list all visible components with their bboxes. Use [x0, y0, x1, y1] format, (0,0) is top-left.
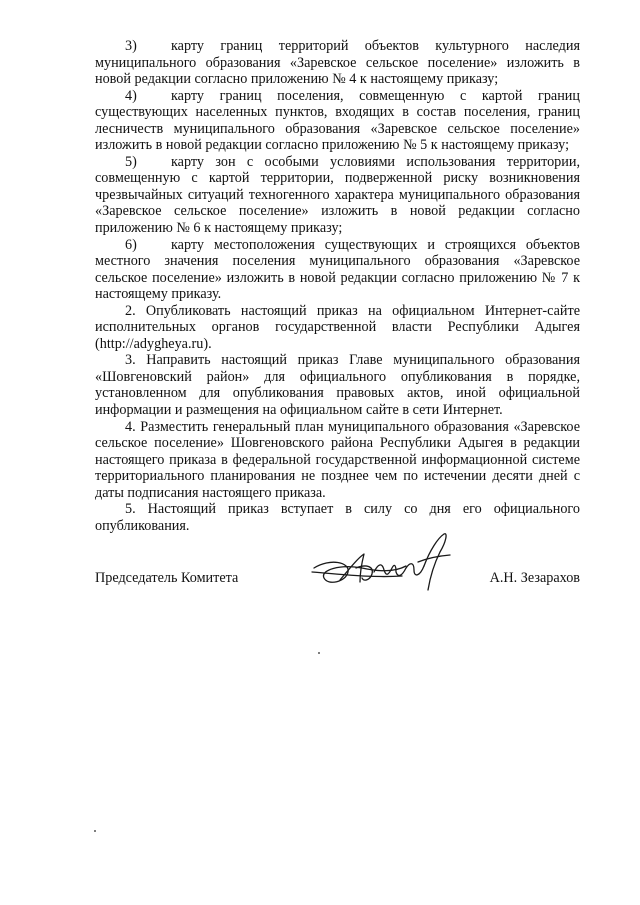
paragraph-publish: 2. Опубликовать настоящий приказ на официальном Интернет-сайте исполнительных органов государственной власти Республики Адыгея (http://adygheya.ru). [95, 302, 580, 352]
list-item [95, 154, 580, 237]
item-text: карту границ территорий объектов культурного наследия муниципального образования «Заревское сельское поселение» изложить в новой редакции согласно приложению № 4 к настоящему приказу; [95, 38, 580, 88]
item-number: 5) [125, 153, 137, 170]
document-body [95, 38, 580, 534]
handwritten-signature [310, 528, 460, 598]
paragraph-place: 4. Разместить генеральный план муниципального образования «Заревское сельское поселение» Шовгеновского района Республики Адыгея в редакции настоящего приказа в федеральной государственной информационной системе территориального планирования не позднее чем по истечении десяти дней с даты подписания настоящего приказа. [95, 418, 580, 501]
scan-speck [94, 830, 96, 832]
item-text: карту местоположения существующих и строящихся объектов местного значения поселения муниципального образования «Заревское сельское поселение» изложить в новой редакции согласно приложению № 7 к настоящему приказу. [95, 236, 580, 303]
list-item [95, 237, 580, 303]
list-item [95, 88, 580, 154]
paragraph-effective: 5. Настоящий приказ вступает в силу со дня его официального опубликования. [95, 501, 580, 534]
item-number: 4) [125, 87, 137, 104]
list-item [95, 38, 580, 88]
scan-speck [318, 652, 320, 654]
paragraph-send: 3. Направить настоящий приказ Главе муниципального образования «Шовгеновский район» для официального опубликования в порядке, установленном для опубликования правовых актов, иной официальной информации и размещения на официальном сайте в сети Интернет. [95, 352, 580, 419]
item-text: карту границ поселения, совмещенную с картой границ существующих населенных пунктов, входящих в состав поселения, границ лесничеств муниципального образования «Заревское сельское поселение» изложить в новой редакции согласно приложению № 5 к настоящему приказу; [95, 87, 580, 154]
item-text: карту зон с особыми условиями использования территории, совмещенную с картой территории, подверженной риску возникновения чрезвычайных ситуаций техногенного характера муниципального образования «Заревское сельское поселение» изложить в новой редакции согласно приложению № 6 к настоящему приказу; [95, 153, 580, 237]
signatory-title: Председатель Комитета [95, 570, 239, 586]
item-number: 3) [125, 38, 137, 54]
item-number: 6) [125, 236, 137, 253]
signatory-name: А.Н. Зезарахов [489, 570, 580, 586]
